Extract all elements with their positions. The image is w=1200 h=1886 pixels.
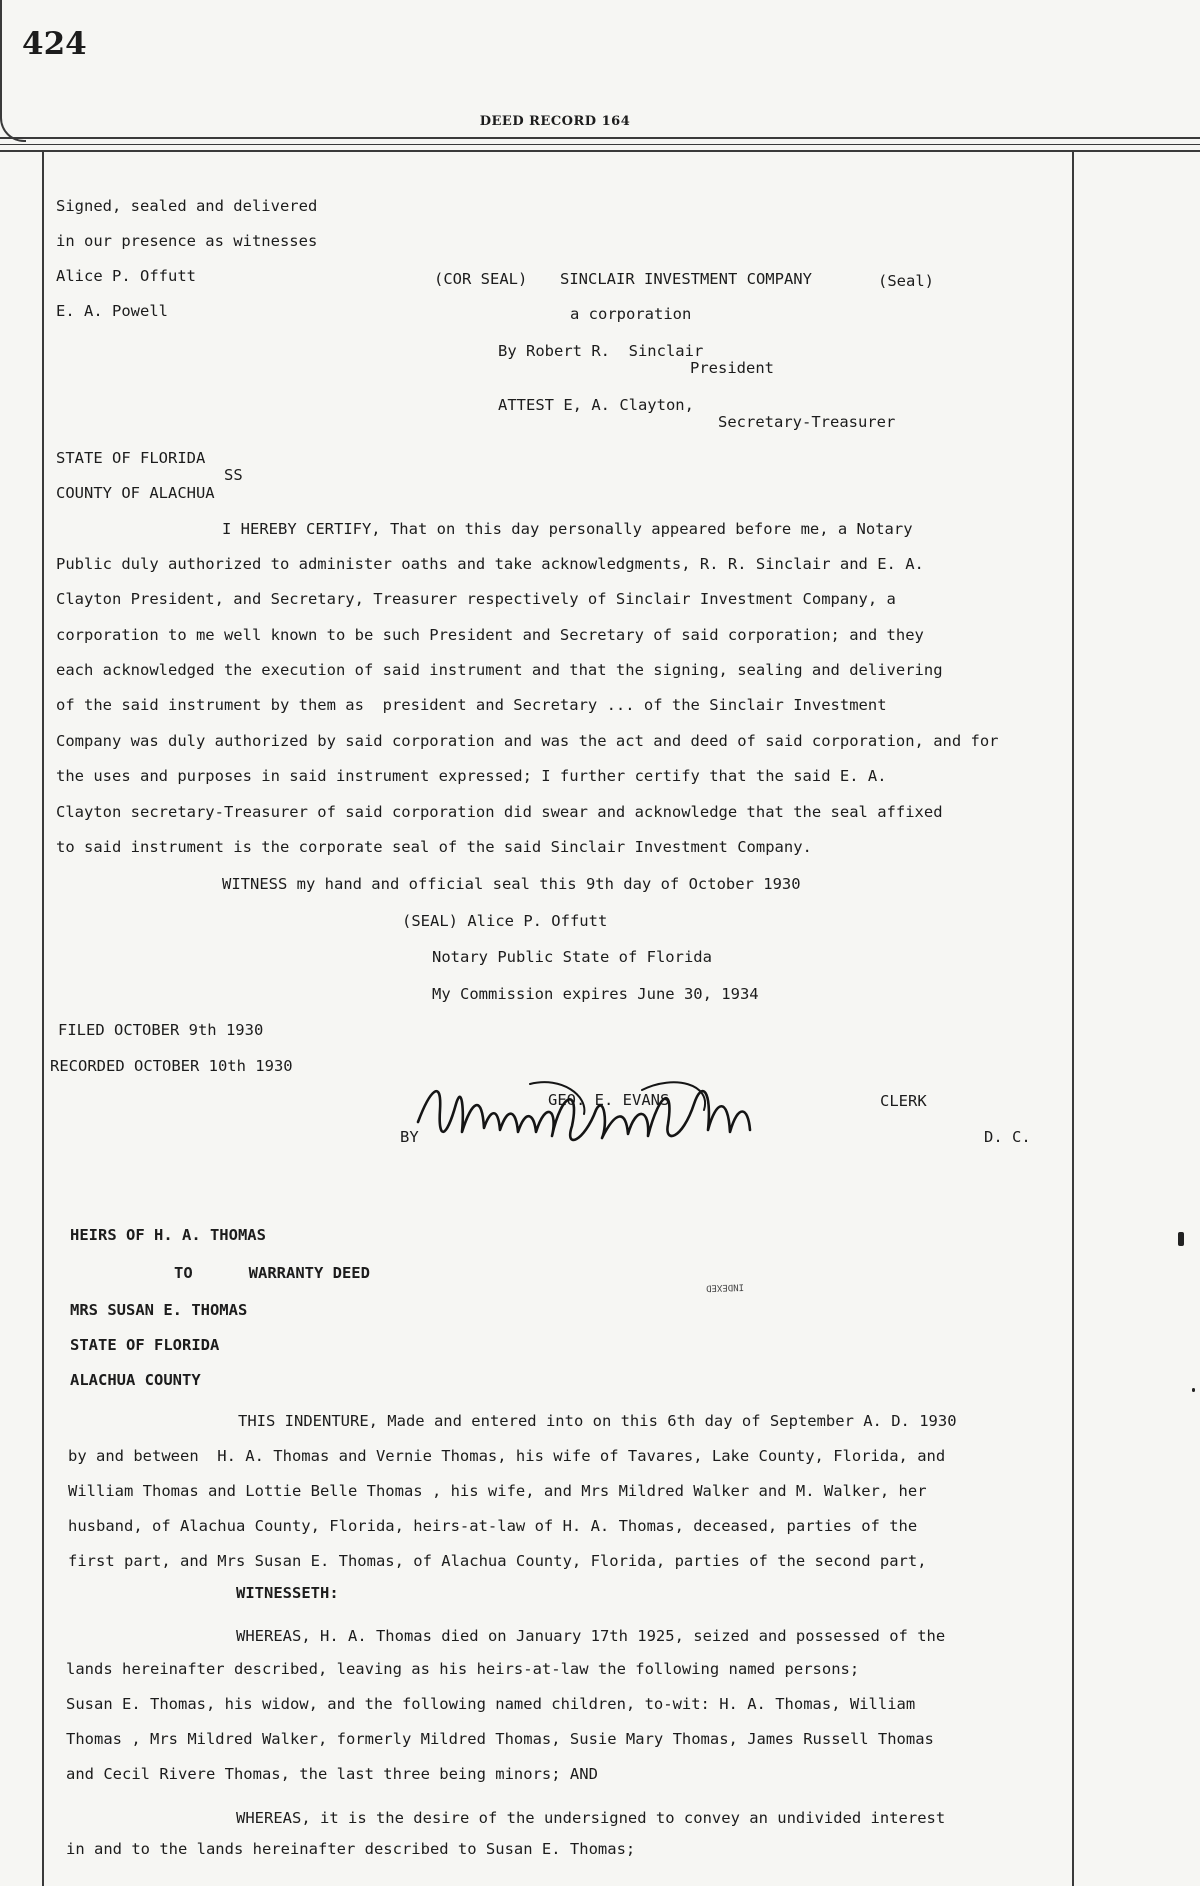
ack-state: STATE OF FLORIDA [56, 449, 206, 467]
deputy-clerk: D. C. [984, 1128, 1031, 1146]
ack-line: Public duly authorized to administer oaths and take acknowledgments, R. R. Sinclair and E. A. [56, 555, 924, 573]
deed-heading-type: TO WARRANTY DEED [174, 1264, 370, 1282]
deed-heading-state: STATE OF FLORIDA [70, 1336, 220, 1354]
notary-commission: My Commission expires June 30, 1934 [432, 985, 759, 1003]
ack-line: each acknowledged the execution of said instrument and that the signing, sealing and delivering [56, 661, 943, 679]
handwritten-signature [412, 1070, 772, 1160]
ack-ss: SS [224, 466, 243, 484]
witness-line-1: Signed, sealed and delivered [56, 197, 318, 215]
ack-line: the uses and purposes in said instrument expressed; I further certify that the said E. A. [56, 767, 887, 785]
indexed-stamp: INDEXED [705, 1281, 745, 1293]
deed-para1-line: THIS INDENTURE, Made and entered into on this 6th day of September A. D. 1930 [238, 1412, 957, 1430]
clerk-title: CLERK [880, 1092, 927, 1110]
filed-date: FILED OCTOBER 9th 1930 [58, 1021, 264, 1039]
header-rule-bottom [0, 150, 1200, 152]
corp-seal: (COR SEAL) [434, 270, 528, 288]
ink-speck [1178, 1232, 1184, 1246]
deed-para2-line: WHEREAS, H. A. Thomas died on January 17th 1925, seized and possessed of the [236, 1627, 946, 1645]
deed-heading-county: ALACHUA COUNTY [70, 1371, 201, 1389]
president-title: President [690, 359, 774, 377]
corporation-type: a corporation [570, 305, 692, 323]
notary-seal: (SEAL) Alice P. Offutt [402, 912, 608, 930]
ack-line: to said instrument is the corporate seal of the said Sinclair Investment Company. [56, 838, 812, 856]
attest-line: ATTEST E, A. Clayton, [498, 396, 694, 414]
clerk-name: GEO. E. EVANS [548, 1091, 670, 1109]
recorded-date: RECORDED OCTOBER 10th 1930 [50, 1057, 293, 1075]
ack-county: COUNTY OF ALACHUA [56, 484, 215, 502]
signed-by: By Robert R. Sinclair [498, 342, 704, 360]
company-name: SINCLAIR INVESTMENT COMPANY [560, 270, 812, 288]
ack-line: of the said instrument by them as president and Secretary ... of the Sinclair Investment [56, 696, 887, 714]
ack-line: corporation to me well known to be such President and Secretary of said corporation; and they [56, 626, 924, 644]
by-label: BY [400, 1128, 419, 1146]
witnesseth: WITNESSETH: [236, 1584, 339, 1602]
header-rule-top [0, 137, 1200, 139]
witness-1: Alice P. Offutt [56, 267, 196, 285]
deed-para2-line: and Cecil Rivere Thomas, the last three being minors; AND [66, 1765, 598, 1783]
notary-title: Notary Public State of Florida [432, 948, 712, 966]
deed-para2-line: Thomas , Mrs Mildred Walker, formerly Mildred Thomas, Susie Mary Thomas, James Russell Thomas [66, 1730, 934, 1748]
ack-line: Company was duly authorized by said corporation and was the act and deed of said corporation, and for [56, 732, 999, 750]
record-title: DEED RECORD 164 [479, 114, 631, 129]
deed-para2-line: Susan E. Thomas, his widow, and the following named children, to-wit: H. A. Thomas, William [66, 1695, 916, 1713]
left-margin-rule [42, 152, 44, 1886]
deed-para1-line: husband, of Alachua County, Florida, heirs-at-law of H. A. Thomas, deceased, parties of the [68, 1517, 918, 1535]
deed-para2-line: lands hereinafter described, leaving as his heirs-at-law the following named persons; [66, 1660, 860, 1678]
deed-para1-line: first part, and Mrs Susan E. Thomas, of Alachua County, Florida, parties of the second part, [68, 1552, 927, 1570]
deed-para3-line: in and to the lands hereinafter described to Susan E. Thomas; [66, 1840, 636, 1858]
company-seal: (Seal) [878, 272, 934, 290]
deed-heading-grantor: HEIRS OF H. A. THOMAS [70, 1226, 266, 1244]
witness-line-2: in our presence as witnesses [56, 232, 318, 250]
ack-line: Clayton President, and Secretary, Treasurer respectively of Sinclair Investment Company, a [56, 590, 896, 608]
page-number: 424 [22, 26, 87, 62]
deed-para1-line: William Thomas and Lottie Belle Thomas , his wife, and Mrs Mildred Walker and M. Walker, her [68, 1482, 927, 1500]
ack-witness-line: WITNESS my hand and official seal this 9th day of October 1930 [222, 875, 801, 893]
ack-line: Clayton secretary-Treasurer of said corporation did swear and acknowledge that the seal affixed [56, 803, 943, 821]
ack-line: I HEREBY CERTIFY, That on this day personally appeared before me, a Notary [222, 520, 913, 538]
right-margin-rule [1072, 152, 1074, 1886]
header-rule-mid [0, 144, 1200, 145]
deed-para3-line: WHEREAS, it is the desire of the undersigned to convey an undivided interest [236, 1809, 946, 1827]
deed-para1-line: by and between H. A. Thomas and Vernie Thomas, his wife of Tavares, Lake County, Florida, and [68, 1447, 946, 1465]
witness-2: E. A. Powell [56, 302, 168, 320]
deed-heading-grantee: MRS SUSAN E. THOMAS [70, 1301, 248, 1319]
ink-speck [1192, 1388, 1195, 1392]
secretary-title: Secretary-Treasurer [718, 413, 896, 431]
